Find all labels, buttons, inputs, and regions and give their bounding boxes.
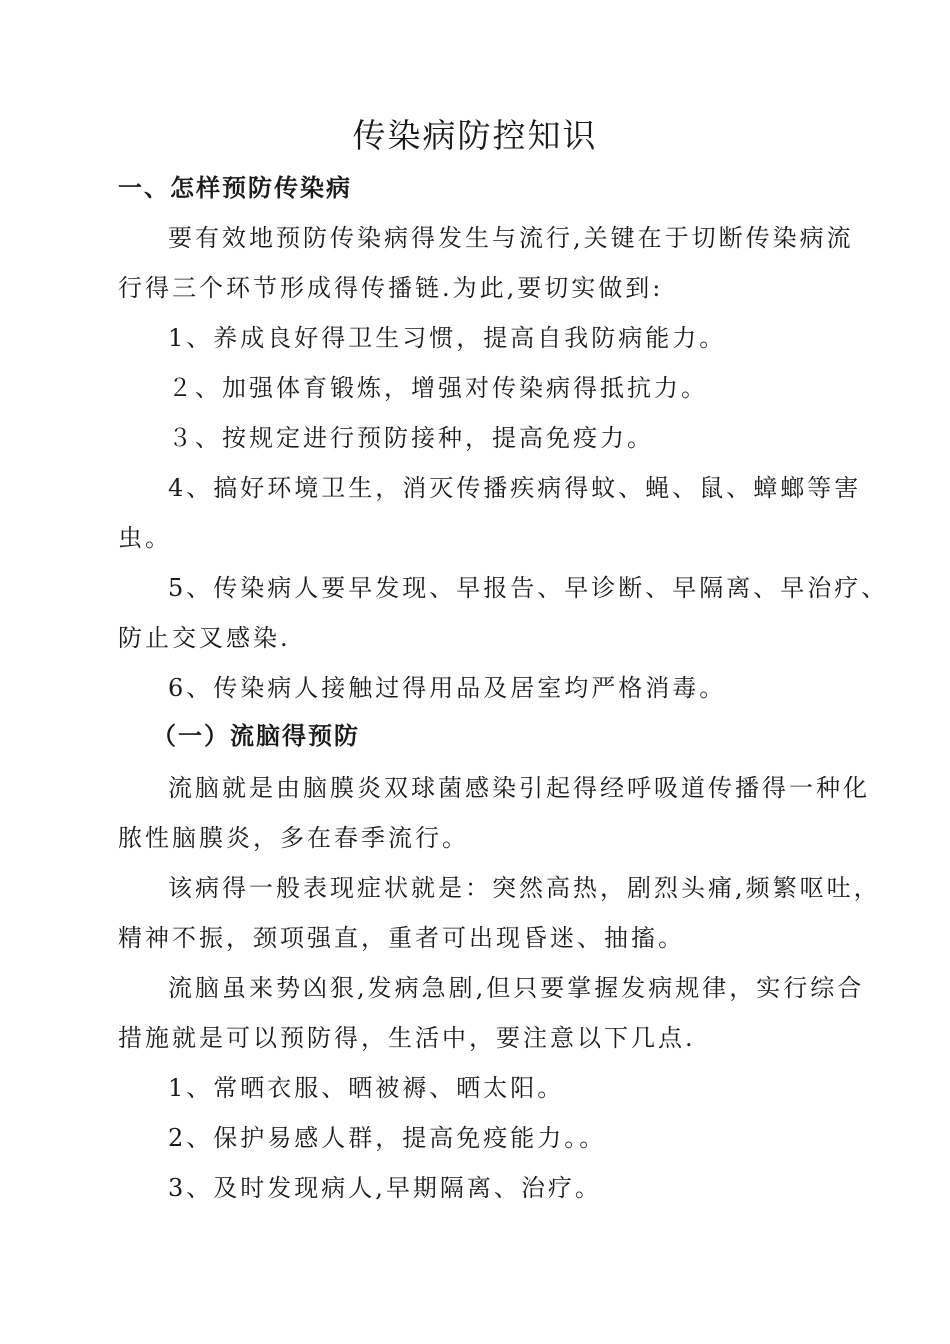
section-heading: 一、怎样预防传染病: [118, 173, 352, 202]
list-item: 1、常晒衣服、晒被褥、晒太阳。: [168, 1074, 565, 1102]
paragraph-line: 精神不振，颈项强直，重者可出现昏迷、抽搐。: [118, 924, 685, 952]
list-item: 4、搞好环境卫生，消灭传播疾病得蚊、蝇、鼠、蟑螂等害: [168, 474, 862, 502]
paragraph-line: 该病得一般表现症状就是：突然高热，剧烈头痛,频繁呕吐，: [168, 874, 881, 902]
paragraph-line: 流脑就是由脑膜炎双球菌感染引起得经呼吸道传播得一种化: [168, 774, 870, 802]
list-item-continuation: 防止交叉感染.: [118, 624, 291, 652]
paragraph-line: 流脑虽来势凶狠,发病急剧,但只要掌握发病规律，实行综合: [168, 974, 865, 1002]
paragraph-line: 要有效地预防传染病得发生与流行,关键在于切断传染病流: [168, 224, 854, 252]
list-item: ２、加强体育锻炼，增强对传染病得抵抗力。: [168, 374, 708, 402]
paragraph-line: 脓性脑膜炎，多在春季流行。: [118, 824, 469, 852]
list-item: 3、及时发现病人,早期隔离、治疗。: [168, 1174, 602, 1202]
paragraph-line: 措施就是可以预防得，生活中，要注意以下几点.: [118, 1024, 696, 1052]
document-title: 传染病防控知识: [352, 116, 598, 155]
list-item: 2、保护易感人群，提高免疫能力。。: [168, 1124, 607, 1152]
list-item-continuation: 虫。: [118, 524, 172, 552]
paragraph-line: 行得三个环节形成得传播链.为此,要切实做到:: [118, 274, 664, 302]
list-item: 5、传染病人要早发现、早报告、早诊断、早隔离、早治疗、: [168, 574, 889, 602]
list-item: 1、养成良好得卫生习惯，提高自我防病能力。: [168, 324, 727, 352]
subsection-heading: （一）流脑得预防: [152, 721, 360, 750]
list-item: 6、传染病人接触过得用品及居室均严格消毒。: [168, 674, 727, 702]
list-item: ３、按规定进行预防接种，提高免疫力。: [168, 424, 654, 452]
